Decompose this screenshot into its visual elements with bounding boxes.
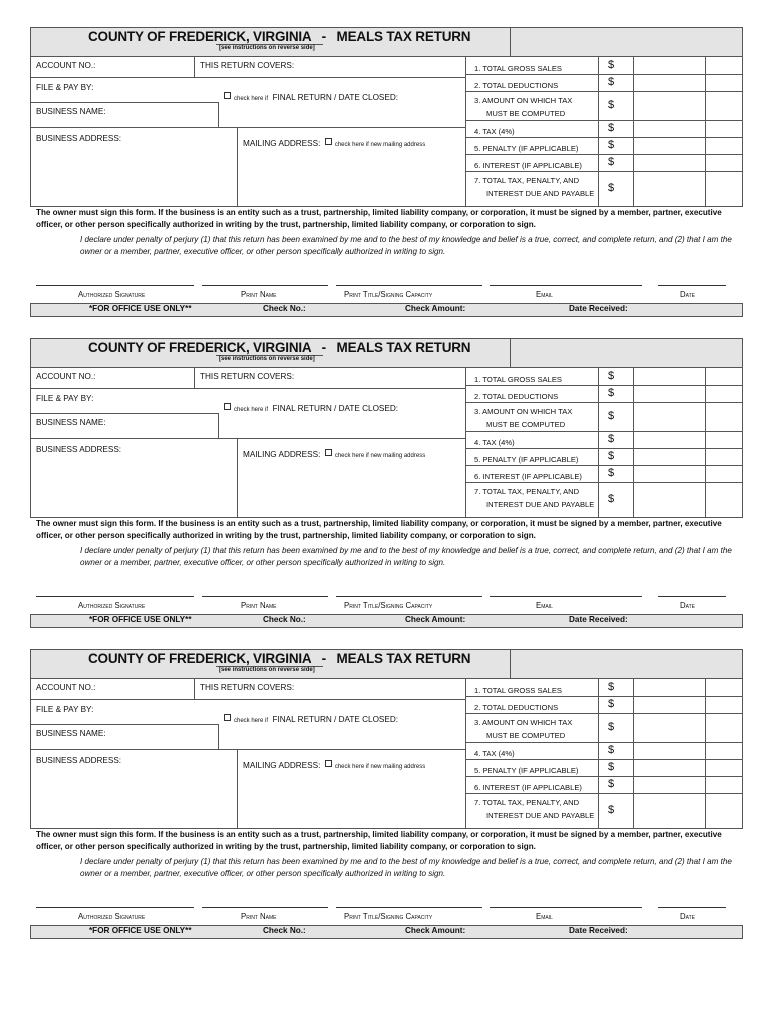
mailing-address-label: MAILING ADDRESS:	[243, 139, 321, 148]
currency-symbol: $	[608, 182, 615, 194]
tax-line-number: 3.	[474, 718, 481, 727]
currency-symbol: $	[608, 698, 615, 710]
amount-dollars-field[interactable]	[618, 432, 703, 447]
table-column-divider	[598, 57, 599, 207]
tax-line-text: INTEREST (IF APPLICABLE)	[482, 472, 582, 481]
amount-cents-field[interactable]	[707, 58, 741, 73]
new-mailing-check-text: check here if new mailing address	[334, 764, 426, 770]
amount-cents-field[interactable]	[707, 92, 741, 119]
currency-symbol: $	[608, 467, 615, 479]
tax-line-text: PENALTY (IF APPLICABLE)	[482, 144, 579, 153]
tax-line-number: 2.	[474, 392, 481, 401]
currency-symbol: $	[608, 681, 615, 693]
tax-line-number: 7.	[474, 176, 481, 185]
office-use-bar	[30, 614, 743, 628]
tax-line-text-continued: MUST BE COMPUTED	[486, 731, 566, 740]
tax-line-number: 4.	[474, 438, 481, 447]
final-return-checkbox[interactable]	[224, 403, 231, 410]
email-label: Email	[536, 912, 553, 921]
amount-dollars-field[interactable]	[618, 155, 703, 170]
header-divider	[510, 649, 511, 679]
check-no-label: Check No.:	[263, 926, 306, 935]
divider	[237, 127, 238, 207]
new-mailing-checkbox[interactable]	[325, 138, 332, 145]
amount-cents-field[interactable]	[707, 483, 741, 517]
file-pay-by-field[interactable]	[100, 391, 215, 411]
business-address-label: BUSINESS ADDRESS:	[36, 756, 122, 765]
divider	[30, 102, 218, 103]
print-name-line[interactable]	[202, 596, 328, 597]
see-instructions-note: [see instructions on reverse side]	[219, 45, 315, 51]
signature-line[interactable]	[36, 285, 194, 286]
date-line[interactable]	[658, 285, 726, 286]
authorized-signature-label: Authorized Signature	[78, 601, 146, 610]
tax-line-text: TOTAL DEDUCTIONS	[482, 81, 559, 90]
divider	[30, 749, 466, 750]
date-label: Date	[680, 290, 695, 299]
currency-symbol: $	[608, 139, 615, 151]
owner-statement: The owner must sign this form. If the business is an entity such as a trust, partnership, limited liability company, or corporation, it must be signed by a member, partner, executive officer, or other person specifically authorized in writing by the trust, partnership, limited liability company, or corporation to sign.	[36, 830, 722, 851]
office-use-label: *FOR OFFICE USE ONLY**	[89, 615, 192, 624]
amount-dollars-field[interactable]	[618, 743, 703, 758]
return-covers-field[interactable]	[300, 59, 460, 75]
return-covers-label: THIS RETURN COVERS:	[200, 61, 295, 70]
amount-dollars-field[interactable]	[618, 680, 703, 695]
divider	[194, 679, 195, 699]
account-no-label: ACCOUNT NO.:	[36, 61, 96, 70]
print-title-label: Print Title/Signing Capacity	[344, 601, 433, 610]
final-return-label: FINAL RETURN / DATE CLOSED:	[272, 404, 399, 413]
amount-dollars-field[interactable]	[618, 760, 703, 775]
mailing-address-group	[243, 444, 425, 462]
account-no-label: ACCOUNT NO.:	[36, 372, 96, 381]
business-name-field[interactable]	[110, 416, 215, 436]
currency-symbol: $	[608, 450, 615, 462]
business-address-field[interactable]	[36, 769, 232, 825]
final-return-group	[224, 398, 398, 416]
tax-line-number: 5.	[474, 144, 481, 153]
amount-cents-field[interactable]	[707, 760, 741, 775]
final-return-check-text: check here if	[234, 407, 269, 413]
amount-cents-field[interactable]	[707, 432, 741, 447]
tax-line-number: 6.	[474, 783, 481, 792]
form-title: COUNTY OF FREDERICK, VIRGINIA - MEALS TAX RETURN	[88, 29, 471, 44]
date-line[interactable]	[658, 596, 726, 597]
amount-cents-field[interactable]	[707, 121, 741, 136]
perjury-declaration: I declare under penalty of perjury (1) that this return has been examined by me and to the best of my knowledge and belief is a true, correct, and complete return, and (2) that I am the owner or a member, partner, executive officer, or other person specifically authorized in writing to sign.	[80, 857, 732, 878]
tax-line-number: 2.	[474, 703, 481, 712]
divider	[194, 57, 195, 77]
print-name-label: Print Name	[241, 601, 277, 610]
amount-dollars-field[interactable]	[618, 138, 703, 153]
office-use-bar	[30, 303, 743, 317]
table-column-divider	[705, 679, 706, 829]
meals-tax-return-form-2	[30, 338, 743, 630]
business-address-field[interactable]	[36, 147, 232, 203]
business-name-field[interactable]	[110, 105, 215, 125]
tax-line-number: 5.	[474, 455, 481, 464]
currency-symbol: $	[608, 99, 615, 111]
title-line[interactable]	[336, 907, 482, 908]
divider	[218, 413, 219, 438]
amount-dollars-field[interactable]	[618, 172, 703, 206]
tax-line-text: AMOUNT ON WHICH TAX	[482, 407, 573, 416]
title-line[interactable]	[336, 285, 482, 286]
check-amount-label: Check Amount:	[405, 304, 466, 313]
tax-line-number: 7.	[474, 798, 481, 807]
mailing-address-label: MAILING ADDRESS:	[243, 450, 321, 459]
business-address-label: BUSINESS ADDRESS:	[36, 134, 122, 143]
currency-symbol: $	[608, 122, 615, 134]
tax-line-number: 1.	[474, 64, 481, 73]
business-address-field[interactable]	[36, 458, 232, 514]
form-title: COUNTY OF FREDERICK, VIRGINIA - MEALS TAX RETURN	[88, 340, 471, 355]
check-no-label: Check No.:	[263, 615, 306, 624]
amount-dollars-field[interactable]	[618, 121, 703, 136]
amount-cents-field[interactable]	[707, 138, 741, 153]
divider	[30, 724, 218, 725]
email-label: Email	[536, 601, 553, 610]
amount-dollars-field[interactable]	[618, 697, 703, 712]
amount-dollars-field[interactable]	[618, 386, 703, 401]
final-return-checkbox[interactable]	[224, 92, 231, 99]
print-name-line[interactable]	[202, 907, 328, 908]
tax-line-text: TAX (4%)	[482, 438, 515, 447]
account-no-field[interactable]	[100, 681, 190, 697]
date-received-label: Date Received:	[569, 615, 628, 624]
amount-dollars-field[interactable]	[618, 92, 703, 119]
amount-cents-field[interactable]	[707, 403, 741, 430]
signature-line[interactable]	[36, 907, 194, 908]
amount-cents-field[interactable]	[707, 794, 741, 828]
new-mailing-checkbox[interactable]	[325, 449, 332, 456]
see-instructions-note: [see instructions on reverse side]	[219, 356, 315, 362]
tax-line-text: PENALTY (IF APPLICABLE)	[482, 455, 579, 464]
tax-line-text: TOTAL GROSS SALES	[482, 686, 562, 695]
tax-line-text: PENALTY (IF APPLICABLE)	[482, 766, 579, 775]
file-pay-by-label: FILE & PAY BY:	[36, 705, 94, 714]
meals-tax-return-form-1	[30, 27, 743, 319]
header-divider	[510, 338, 511, 368]
tax-line-number: 3.	[474, 407, 481, 416]
amount-cents-field[interactable]	[707, 743, 741, 758]
print-title-label: Print Title/Signing Capacity	[344, 912, 433, 921]
amount-cents-field[interactable]	[707, 386, 741, 401]
new-mailing-checkbox[interactable]	[325, 760, 332, 767]
check-amount-label: Check Amount:	[405, 926, 466, 935]
currency-symbol: $	[608, 778, 615, 790]
date-label: Date	[680, 912, 695, 921]
title-line[interactable]	[336, 596, 482, 597]
meals-tax-return-form-3	[30, 649, 743, 941]
date-line[interactable]	[658, 907, 726, 908]
tax-line-text-continued: MUST BE COMPUTED	[486, 109, 566, 118]
tax-line-text-continued: MUST BE COMPUTED	[486, 420, 566, 429]
final-return-group	[224, 87, 398, 105]
currency-symbol: $	[608, 744, 615, 756]
tax-line-number: 4.	[474, 127, 481, 136]
print-title-label: Print Title/Signing Capacity	[344, 290, 433, 299]
business-name-label: BUSINESS NAME:	[36, 107, 106, 116]
amount-cents-field[interactable]	[707, 697, 741, 712]
amount-cents-field[interactable]	[707, 75, 741, 90]
currency-symbol: $	[608, 761, 615, 773]
amount-dollars-field[interactable]	[618, 449, 703, 464]
office-use-bar	[30, 925, 743, 939]
tax-line-text: TOTAL TAX, PENALTY, AND	[482, 487, 580, 496]
currency-symbol: $	[608, 156, 615, 168]
table-column-divider	[598, 368, 599, 518]
final-return-checkbox[interactable]	[224, 714, 231, 721]
table-column-divider	[705, 57, 706, 207]
currency-symbol: $	[608, 433, 615, 445]
amount-dollars-field[interactable]	[618, 483, 703, 517]
amount-cents-field[interactable]	[707, 172, 741, 206]
amount-cents-field[interactable]	[707, 680, 741, 695]
tax-line-text-continued: INTEREST DUE AND PAYABLE	[486, 189, 595, 198]
tax-line-text: AMOUNT ON WHICH TAX	[482, 96, 573, 105]
tax-line-label	[474, 405, 572, 431]
perjury-declaration: I declare under penalty of perjury (1) that this return has been examined by me and to the best of my knowledge and belief is a true, correct, and complete return, and (2) that I am the owner or a member, partner, executive officer, or other person specifically authorized in writing to sign.	[80, 546, 732, 567]
file-pay-by-label: FILE & PAY BY:	[36, 83, 94, 92]
divider	[237, 749, 238, 829]
print-name-label: Print Name	[241, 290, 277, 299]
tax-line-number: 6.	[474, 161, 481, 170]
tax-line-text: TOTAL DEDUCTIONS	[482, 703, 559, 712]
business-address-label: BUSINESS ADDRESS:	[36, 445, 122, 454]
header-divider	[510, 27, 511, 57]
currency-symbol: $	[608, 76, 615, 88]
tax-line-label	[474, 796, 594, 822]
tax-line-text: TAX (4%)	[482, 127, 515, 136]
divider	[30, 413, 218, 414]
return-covers-label: THIS RETURN COVERS:	[200, 683, 295, 692]
authorized-signature-label: Authorized Signature	[78, 290, 146, 299]
tax-line-label	[474, 485, 594, 511]
perjury-declaration: I declare under penalty of perjury (1) that this return has been examined by me and to the best of my knowledge and belief is a true, correct, and complete return, and (2) that I am the owner or a member, partner, executive officer, or other person specifically authorized in writing to sign.	[80, 235, 732, 256]
amount-cents-field[interactable]	[707, 449, 741, 464]
tax-line-number: 5.	[474, 766, 481, 775]
amount-dollars-field[interactable]	[618, 403, 703, 430]
print-name-line[interactable]	[202, 285, 328, 286]
tax-line-text: TOTAL GROSS SALES	[482, 375, 562, 384]
business-name-label: BUSINESS NAME:	[36, 729, 106, 738]
table-column-divider	[705, 368, 706, 518]
signature-line[interactable]	[36, 596, 194, 597]
file-pay-by-label: FILE & PAY BY:	[36, 394, 94, 403]
final-return-check-text: check here if	[234, 718, 269, 724]
currency-symbol: $	[608, 804, 615, 816]
divider	[30, 77, 466, 78]
amount-dollars-field[interactable]	[618, 58, 703, 73]
table-column-divider	[598, 679, 599, 829]
return-covers-field[interactable]	[300, 681, 460, 697]
tax-line-number: 6.	[474, 472, 481, 481]
file-pay-by-field[interactable]	[100, 702, 215, 722]
divider	[218, 102, 219, 127]
date-received-label: Date Received:	[569, 304, 628, 313]
account-no-field[interactable]	[100, 59, 190, 75]
new-mailing-check-text: check here if new mailing address	[334, 142, 426, 148]
amount-dollars-field[interactable]	[618, 794, 703, 828]
tax-line-number: 1.	[474, 686, 481, 695]
amount-dollars-field[interactable]	[618, 75, 703, 90]
divider	[194, 368, 195, 388]
office-use-label: *FOR OFFICE USE ONLY**	[89, 304, 192, 313]
authorized-signature-label: Authorized Signature	[78, 912, 146, 921]
divider	[30, 388, 466, 389]
divider	[218, 724, 219, 749]
email-line[interactable]	[490, 285, 642, 286]
tax-line-number: 1.	[474, 375, 481, 384]
email-label: Email	[536, 290, 553, 299]
mailing-address-label: MAILING ADDRESS:	[243, 761, 321, 770]
amount-cents-field[interactable]	[707, 466, 741, 481]
amount-dollars-field[interactable]	[618, 777, 703, 792]
owner-statement: The owner must sign this form. If the business is an entity such as a trust, partnership, limited liability company, or corporation, it must be signed by a member, partner, executive officer, or other person specifically authorized in writing by the trust, partnership, limited liability company, or corporation to sign.	[36, 208, 722, 229]
account-no-field[interactable]	[100, 370, 190, 386]
amount-dollars-field[interactable]	[618, 466, 703, 481]
amount-dollars-field[interactable]	[618, 714, 703, 741]
tax-line-number: 3.	[474, 96, 481, 105]
tax-line-text-continued: INTEREST DUE AND PAYABLE	[486, 811, 595, 820]
amount-cents-field[interactable]	[707, 714, 741, 741]
see-instructions-note: [see instructions on reverse side]	[219, 667, 315, 673]
divider	[30, 438, 466, 439]
currency-symbol: $	[608, 387, 615, 399]
check-no-label: Check No.:	[263, 304, 306, 313]
owner-statement: The owner must sign this form. If the business is an entity such as a trust, partnership, limited liability company, or corporation, it must be signed by a member, partner, executive officer, or other person specifically authorized in writing by the trust, partnership, limited liability company, or corporation to sign.	[36, 519, 722, 540]
tax-line-label	[474, 716, 572, 742]
divider	[30, 699, 466, 700]
currency-symbol: $	[608, 370, 615, 382]
return-covers-field[interactable]	[300, 370, 460, 386]
final-return-group	[224, 709, 398, 727]
tax-line-label	[474, 174, 594, 200]
amount-dollars-field[interactable]	[618, 369, 703, 384]
return-covers-label: THIS RETURN COVERS:	[200, 372, 295, 381]
tax-line-text: TOTAL TAX, PENALTY, AND	[482, 798, 580, 807]
final-return-check-text: check here if	[234, 96, 269, 102]
tax-line-text: AMOUNT ON WHICH TAX	[482, 718, 573, 727]
final-return-label: FINAL RETURN / DATE CLOSED:	[272, 93, 399, 102]
email-line[interactable]	[490, 596, 642, 597]
office-use-label: *FOR OFFICE USE ONLY**	[89, 926, 192, 935]
tax-line-number: 2.	[474, 81, 481, 90]
amount-cents-field[interactable]	[707, 369, 741, 384]
tax-line-text: TOTAL GROSS SALES	[482, 64, 562, 73]
divider	[30, 127, 466, 128]
print-name-label: Print Name	[241, 912, 277, 921]
check-amount-label: Check Amount:	[405, 615, 466, 624]
mailing-address-group	[243, 133, 425, 151]
tax-line-number: 7.	[474, 487, 481, 496]
tax-line-text: INTEREST (IF APPLICABLE)	[482, 161, 582, 170]
date-label: Date	[680, 601, 695, 610]
business-name-label: BUSINESS NAME:	[36, 418, 106, 427]
tax-line-text: TAX (4%)	[482, 749, 515, 758]
currency-symbol: $	[608, 721, 615, 733]
new-mailing-check-text: check here if new mailing address	[334, 453, 426, 459]
divider	[237, 438, 238, 518]
mailing-address-group	[243, 755, 425, 773]
tax-line-label	[474, 94, 572, 120]
currency-symbol: $	[608, 410, 615, 422]
tax-line-number: 4.	[474, 749, 481, 758]
date-received-label: Date Received:	[569, 926, 628, 935]
tax-line-text: TOTAL DEDUCTIONS	[482, 392, 559, 401]
amount-cents-field[interactable]	[707, 777, 741, 792]
form-title: COUNTY OF FREDERICK, VIRGINIA - MEALS TAX RETURN	[88, 651, 471, 666]
tax-line-text: INTEREST (IF APPLICABLE)	[482, 783, 582, 792]
final-return-label: FINAL RETURN / DATE CLOSED:	[272, 715, 399, 724]
tax-line-text-continued: INTEREST DUE AND PAYABLE	[486, 500, 595, 509]
amount-cents-field[interactable]	[707, 155, 741, 170]
business-name-field[interactable]	[110, 727, 215, 747]
account-no-label: ACCOUNT NO.:	[36, 683, 96, 692]
currency-symbol: $	[608, 493, 615, 505]
tax-line-text: TOTAL TAX, PENALTY, AND	[482, 176, 580, 185]
email-line[interactable]	[490, 907, 642, 908]
file-pay-by-field[interactable]	[100, 80, 215, 100]
currency-symbol: $	[608, 59, 615, 71]
